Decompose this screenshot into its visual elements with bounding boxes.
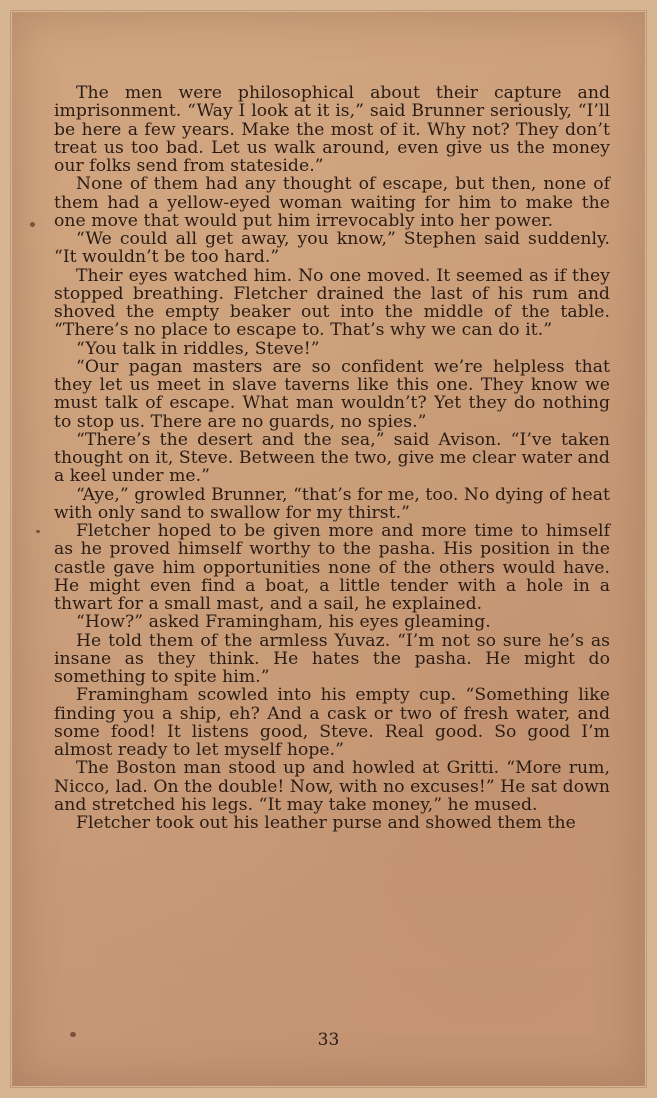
paragraph-8: “Aye,” growled Brunner, “that’s for me, too. No dying of heat with only sand to swallow for my thirst.”	[54, 484, 610, 523]
paragraph-13: The Boston man stood up and howled at Gritti. “More rum, Nicco, lad. On the double! Now, with no excuses!” He sat down and stretched his legs. “It may take money,” he mused.	[54, 758, 610, 815]
paragraph-1: The men were philosophical about their capture and imprisonment. “Way I look at it is,” said Brunner seriously, “I’ll be here a few years. Make the most of it. Why not? They don’t treat us too bad. Let us walk around, even give us the money our folks send from stateside.”	[54, 83, 610, 176]
paragraph-3: “We could all get away, you know,” Stephen said suddenly. “It wouldn’t be too hard.”	[54, 229, 610, 268]
paragraph-6: “Our pagan masters are so confident we’re helpless that they let us meet in slave taverns like this one. They know we must talk of escape. What man wouldn’t? Yet they do nothing to stop us. There are no guards, no spies.”	[54, 356, 610, 432]
paragraph-4: Their eyes watched him. No one moved. It seemed as if they stopped breathing. Fletcher drained the last of his rum and shoved the empty beaker out into the middle of the table. “There’s no place to escape to. That’s why we can do it.”	[54, 265, 610, 341]
ink-speck	[70, 1032, 76, 1037]
paragraph-11: He told them of the armless Yuvaz. “I’m not so sure he’s as insane as they think. He hates the pasha. He might do something to spite him.”	[54, 630, 610, 687]
paragraph-2: None of them had any thought of escape, but then, none of them had a yellow-eyed woman waiting for him to make the one move that would put him irrevocably into her power.	[54, 174, 610, 231]
paragraph-5: “You talk in riddles, Steve!”	[76, 338, 320, 359]
paragraph-12: Framingham scowled into his empty cup. “Something like finding you a ship, eh? And a cask or two of fresh water, and some food! It listens good, Steve. Real good. So good I’m almost ready to let myself hope.”	[54, 685, 610, 760]
paragraph-10: “How?” asked Framingham, his eyes gleaming.	[76, 612, 491, 633]
paragraph-14: Fletcher took out his leather purse and showed them the	[76, 813, 576, 833]
paragraph-7: “There’s the desert and the sea,” said Avison. “I’ve taken thought on it, Steve. Between the two, give me clear water and a keel under me.”	[54, 429, 610, 487]
ink-speck	[30, 222, 35, 227]
ink-speck	[36, 530, 40, 533]
page-number: 33	[317, 1030, 340, 1050]
body-text	[54, 84, 610, 832]
paragraph-9: Fletcher hoped to be given more and more time to himself as he proved himself worthy to the pasha. His position in the castle gave him opportunities none of the others would have. He might even find a boat, a little tender with a hole in a thwart for a small mast, and a sail, he explained.	[54, 521, 610, 614]
